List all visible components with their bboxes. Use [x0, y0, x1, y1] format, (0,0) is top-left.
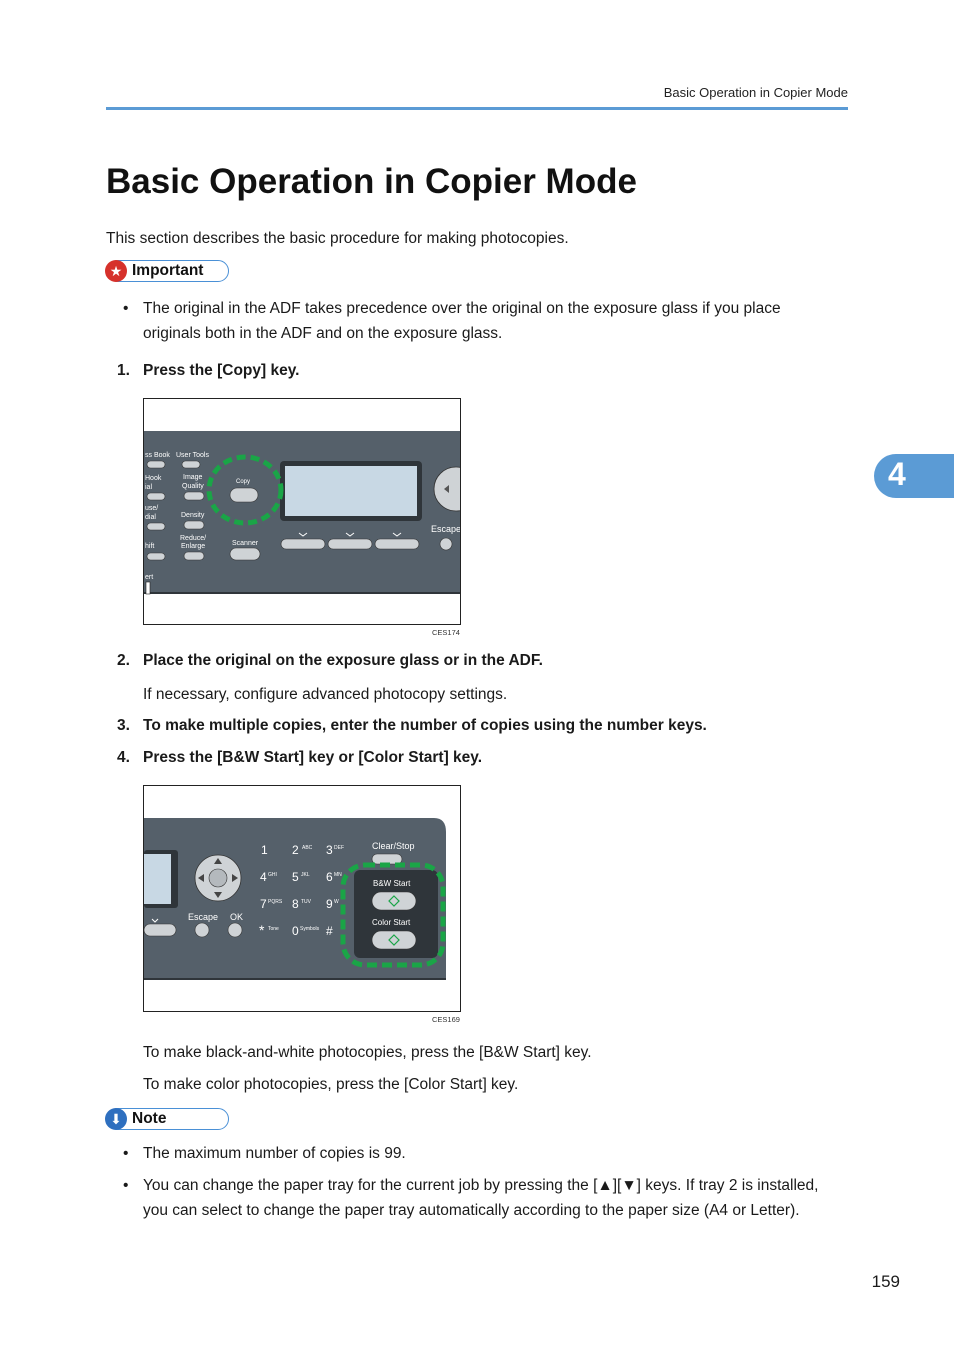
header-rule	[106, 107, 848, 110]
intro-text: This section describes the basic procedure for making photocopies.	[106, 230, 569, 247]
key-9-letters: W	[334, 899, 339, 905]
shift-key	[147, 553, 165, 560]
note-bullet-text: The maximum number of copies is 99.	[143, 1145, 406, 1162]
density-key	[184, 521, 204, 529]
address-book-label: ss Book	[145, 452, 170, 459]
ok-label: OK	[230, 912, 244, 922]
keypad-illustration	[144, 786, 460, 1011]
step-number: 1.	[117, 362, 130, 379]
step-text: To make multiple copies, enter the number of copies using the number keys.	[143, 717, 707, 734]
escape-key	[195, 923, 209, 937]
step-text: Place the original on the exposure glass or in the ADF.	[143, 652, 543, 669]
note-bullet-line-1: You can change the paper tray for the current job by pressing the [▲][▼] keys. If tray 2 is installed,	[143, 1177, 819, 1194]
note-bullet-2	[123, 1173, 848, 1223]
step-1	[117, 362, 300, 380]
insert-label: ert	[145, 574, 154, 581]
step-number: 2.	[117, 652, 130, 669]
key-3-letters: DEF	[334, 845, 344, 851]
scanner-label: Scanner	[232, 540, 259, 547]
step-2	[117, 652, 543, 670]
user-tools-key	[182, 461, 200, 468]
important-bullet-line-1: The original in the ADF takes precedence over the original on the exposure glass if you place	[143, 300, 781, 317]
bw-start-label: B&W Start	[373, 879, 411, 888]
redial-label: dial	[145, 514, 156, 521]
key-0-letters: Symbols	[300, 926, 320, 932]
key-0: 0	[292, 924, 299, 938]
key-1: 1	[261, 843, 268, 857]
step-text: Press the [B&W Start] key or [Color Start] key.	[143, 749, 483, 766]
figure-code: CES174	[432, 628, 460, 637]
lcd-display	[144, 854, 171, 904]
color-instruction: To make color photocopies, press the [Color Start] key.	[143, 1076, 519, 1093]
key-8: 8	[292, 897, 299, 911]
copy-key	[230, 488, 258, 502]
key-6: 6	[326, 870, 333, 884]
user-tools-label: User Tools	[176, 452, 209, 459]
selection-key	[144, 924, 176, 936]
step-3	[117, 717, 707, 735]
key-2: 2	[292, 843, 299, 857]
step-number: 4.	[117, 749, 130, 766]
important-label-box	[107, 260, 229, 282]
color-start-key	[372, 931, 416, 949]
key-5: 5	[292, 870, 299, 884]
key-hash: #	[326, 924, 333, 938]
escape-key	[440, 538, 452, 550]
step-4	[117, 749, 483, 767]
chapter-tab	[874, 454, 954, 498]
clear-stop-label: Clear/Stop	[372, 841, 415, 851]
key-star-letters: Tone	[268, 926, 279, 932]
bullet-dot: •	[123, 300, 129, 317]
ok-key	[228, 923, 242, 937]
selection-key-2	[328, 539, 372, 549]
pause-key	[147, 523, 165, 530]
key-9: 9	[326, 897, 333, 911]
scanner-key	[230, 548, 260, 560]
density-label: Density	[181, 512, 205, 519]
escape-label: Escape	[431, 524, 460, 534]
bullet-dot: •	[123, 1177, 129, 1194]
control-panel-illustration	[144, 399, 460, 624]
running-header: Basic Operation in Copier Mode	[663, 85, 848, 100]
key-7: 7	[260, 897, 267, 911]
important-bullet	[123, 296, 843, 346]
key-4-letters: GHI	[268, 872, 277, 878]
step-text: Press the [Copy] key.	[143, 362, 300, 379]
important-bullet-line-2: originals both in the ADF and on the exposure glass.	[143, 325, 503, 342]
important-label: Important	[132, 262, 204, 279]
note-label: Note	[132, 1110, 167, 1127]
address-book-key	[147, 461, 165, 468]
figure-code: CES169	[432, 1015, 460, 1024]
page-number: 159	[871, 1272, 900, 1291]
key-6-letters: MN	[334, 872, 342, 878]
key-7-letters: PQRS	[268, 899, 283, 905]
chapter-number: 4	[888, 456, 906, 492]
note-label-box	[107, 1108, 229, 1130]
selection-key-1	[281, 539, 325, 549]
bw-start-key	[372, 892, 416, 910]
selection-key-3	[375, 539, 419, 549]
color-start-label: Color Start	[372, 918, 411, 927]
arrow-down-icon: ⬇	[105, 1108, 127, 1130]
key-8-letters: TUV	[301, 899, 311, 905]
key-5-letters: JKL	[301, 872, 310, 878]
step-2-detail: If necessary, configure advanced photocopy settings.	[143, 686, 508, 703]
note-bullet-1	[123, 1141, 843, 1166]
lcd-display	[285, 466, 417, 516]
copy-label: Copy	[236, 479, 251, 485]
key-3: 3	[326, 843, 333, 857]
shift-label: hift	[145, 543, 155, 550]
figure-start-keys	[143, 785, 461, 1012]
bullet-dot: •	[123, 1145, 129, 1162]
escape-label: Escape	[188, 912, 219, 922]
key-2-letters: ABC	[302, 845, 313, 851]
reduce-enlarge-key	[184, 552, 204, 560]
note-bullet-line-2: you can select to change the paper tray automatically according to the paper size (A4 or Letter).	[143, 1202, 800, 1219]
figure-copy-key	[143, 398, 461, 625]
step-number: 3.	[117, 717, 130, 734]
page-title: Basic Operation in Copier Mode	[106, 162, 637, 201]
hook-key	[147, 493, 165, 500]
pause-label: use/	[145, 505, 159, 512]
dial-label: ial	[145, 484, 153, 491]
star-icon: ★	[105, 260, 127, 282]
hook-label: Hook	[145, 475, 162, 482]
bw-instruction: To make black-and-white photocopies, press the [B&W Start] key.	[143, 1044, 592, 1061]
key-star: *	[259, 922, 265, 938]
enlarge-label: Enlarge	[181, 543, 206, 550]
image-quality-key	[184, 492, 204, 500]
image-quality-label-2: Quality	[182, 483, 204, 490]
key-4: 4	[260, 870, 267, 884]
reduce-label: Reduce/	[180, 535, 207, 542]
image-quality-label: Image	[183, 474, 203, 481]
